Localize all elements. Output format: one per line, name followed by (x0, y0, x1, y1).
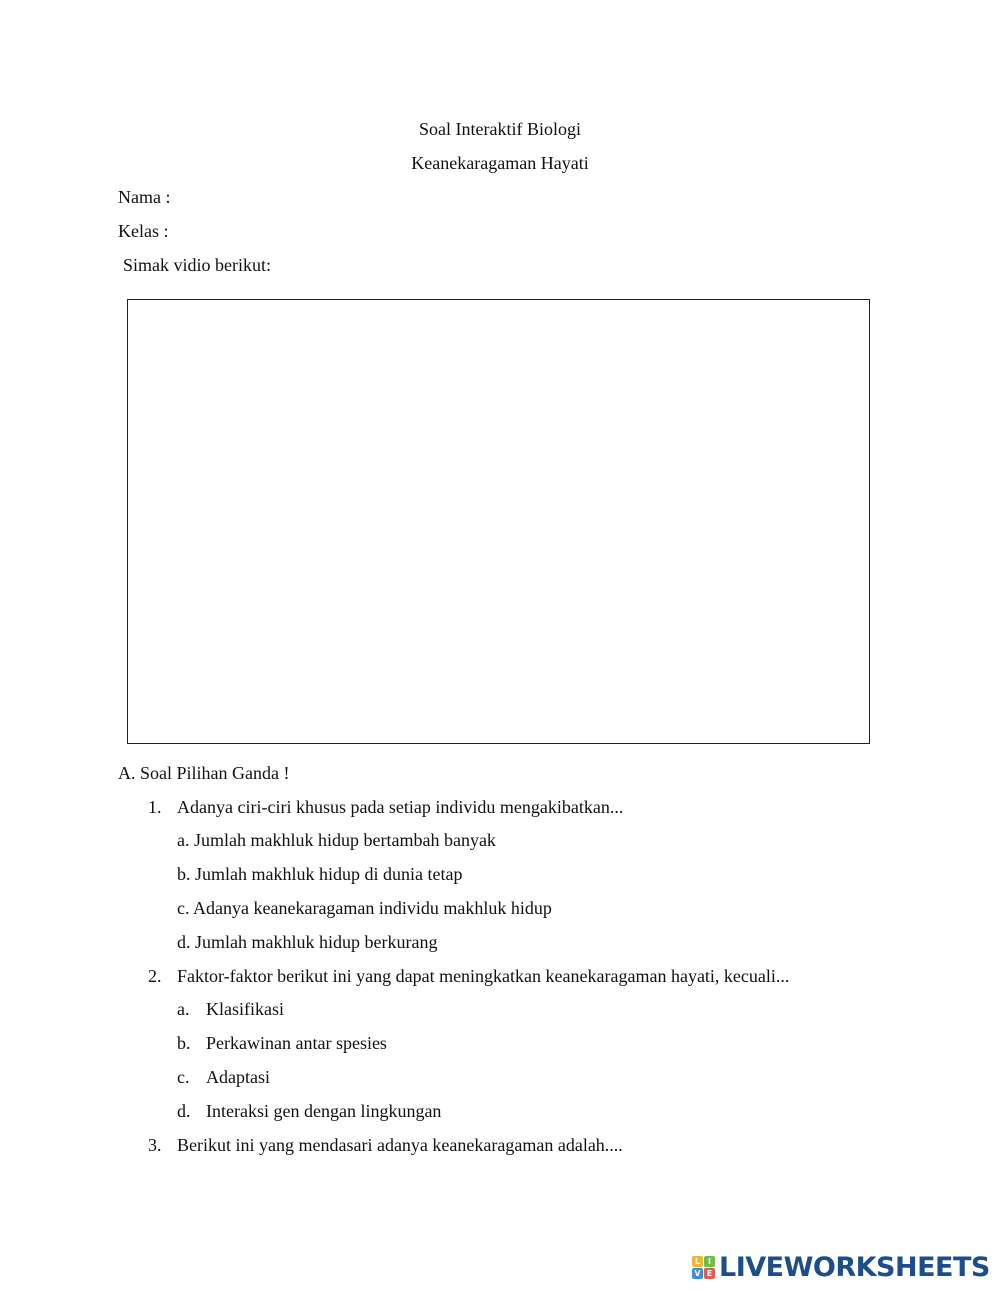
option-text: Interaksi gen dengan lingkungan (206, 1101, 442, 1121)
option-text: Adanya keanekaragaman individu makhluk hidup (193, 898, 552, 918)
question-2-text: Faktor-faktor berikut ini yang dapat meningkatkan keanekaragaman hayati, kecuali... (177, 966, 790, 986)
question-number: 2. (148, 966, 162, 986)
question-number: 1. (148, 797, 162, 817)
brand-name: LIVEWORKSHEETS (719, 1251, 990, 1283)
option-letter: b. (177, 864, 191, 884)
question-1-option-c[interactable] (177, 897, 552, 919)
question-2 (148, 965, 162, 987)
class-row (118, 220, 174, 242)
question-1-option-a[interactable] (177, 829, 496, 851)
section-a-heading: A. Soal Pilihan Ganda ! (118, 763, 290, 783)
question-2-option-c[interactable] (177, 1066, 270, 1088)
logo-letter-l: L (692, 1256, 703, 1267)
option-letter: d. (177, 932, 191, 952)
logo-mark-icon (692, 1256, 715, 1279)
page-subtitle: Keanekaragaman Hayati (411, 153, 589, 173)
question-1-option-b[interactable] (177, 863, 462, 885)
option-letter: d. (177, 1101, 191, 1121)
logo-letter-v: V (692, 1268, 703, 1279)
option-text: Perkawinan antar spesies (206, 1033, 387, 1053)
option-letter: a. (177, 830, 190, 850)
question-2-option-b[interactable] (177, 1032, 387, 1054)
video-instruction: Simak vidio berikut: (123, 255, 271, 275)
class-label: Kelas : (118, 221, 169, 241)
question-1-text: Adanya ciri-ciri khusus pada setiap individu mengakibatkan... (177, 797, 624, 817)
question-2-option-d[interactable] (177, 1100, 441, 1122)
option-letter: c. (177, 1067, 190, 1087)
option-text: Klasifikasi (206, 999, 284, 1019)
question-3-text: Berikut ini yang mendasari adanya keanekaragaman adalah.... (177, 1135, 623, 1155)
logo-letter-i: I (704, 1256, 715, 1267)
option-text: Adaptasi (206, 1067, 270, 1087)
name-label: Nama : (118, 187, 171, 207)
question-1 (148, 796, 162, 818)
liveworksheets-logo (692, 1250, 990, 1284)
name-row (118, 186, 176, 208)
logo-letter-e: E (704, 1268, 715, 1279)
option-text: Jumlah makhluk hidup di dunia tetap (195, 864, 463, 884)
option-letter: a. (177, 999, 190, 1019)
option-text: Jumlah makhluk hidup bertambah banyak (194, 830, 496, 850)
question-1-option-d[interactable] (177, 931, 437, 953)
question-number: 3. (148, 1135, 162, 1155)
video-player[interactable] (127, 299, 870, 744)
question-3 (148, 1134, 162, 1156)
option-letter: c. (177, 898, 190, 918)
option-text: Jumlah makhluk hidup berkurang (195, 932, 438, 952)
question-2-option-a[interactable] (177, 998, 284, 1020)
option-letter: b. (177, 1033, 191, 1053)
page-title: Soal Interaktif Biologi (419, 119, 581, 139)
